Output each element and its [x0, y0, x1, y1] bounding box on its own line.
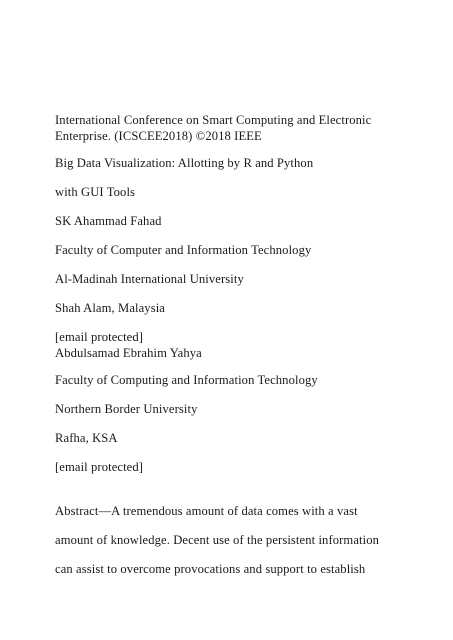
author-2-name: Abdulsamad Ebrahim Yahya	[55, 346, 202, 360]
author-2-location: Rafha, KSA	[55, 431, 118, 445]
author-2-email: [email protected]	[55, 460, 144, 474]
author-1-name: SK Ahammad Fahad	[55, 214, 162, 228]
author-2-faculty: Faculty of Computing and Information Technology	[55, 373, 318, 387]
title-line-1: Big Data Visualization: Allotting by R and Python	[55, 156, 314, 170]
title-line-2: with GUI Tools	[55, 185, 136, 199]
abstract-line-3: can assist to overcome provocations and support to establish	[55, 562, 366, 576]
abstract-line-2: amount of knowledge. Decent use of the persistent information	[55, 533, 380, 547]
author-1-email: [email protected]	[55, 330, 144, 344]
author-1-location: Shah Alam, Malaysia	[55, 301, 165, 315]
conference-line-2: Enterprise. (ICSCEE2018) ©2018 IEEE	[55, 129, 262, 143]
author-1-faculty: Faculty of Computer and Information Technology	[55, 243, 312, 257]
abstract-line-1: Abstract—A tremendous amount of data comes with a vast	[55, 504, 358, 518]
author-1-university: Al-Madinah International University	[55, 272, 244, 286]
author-2-university: Northern Border University	[55, 402, 198, 416]
conference-line-1: International Conference on Smart Computing and Electronic	[55, 113, 372, 127]
